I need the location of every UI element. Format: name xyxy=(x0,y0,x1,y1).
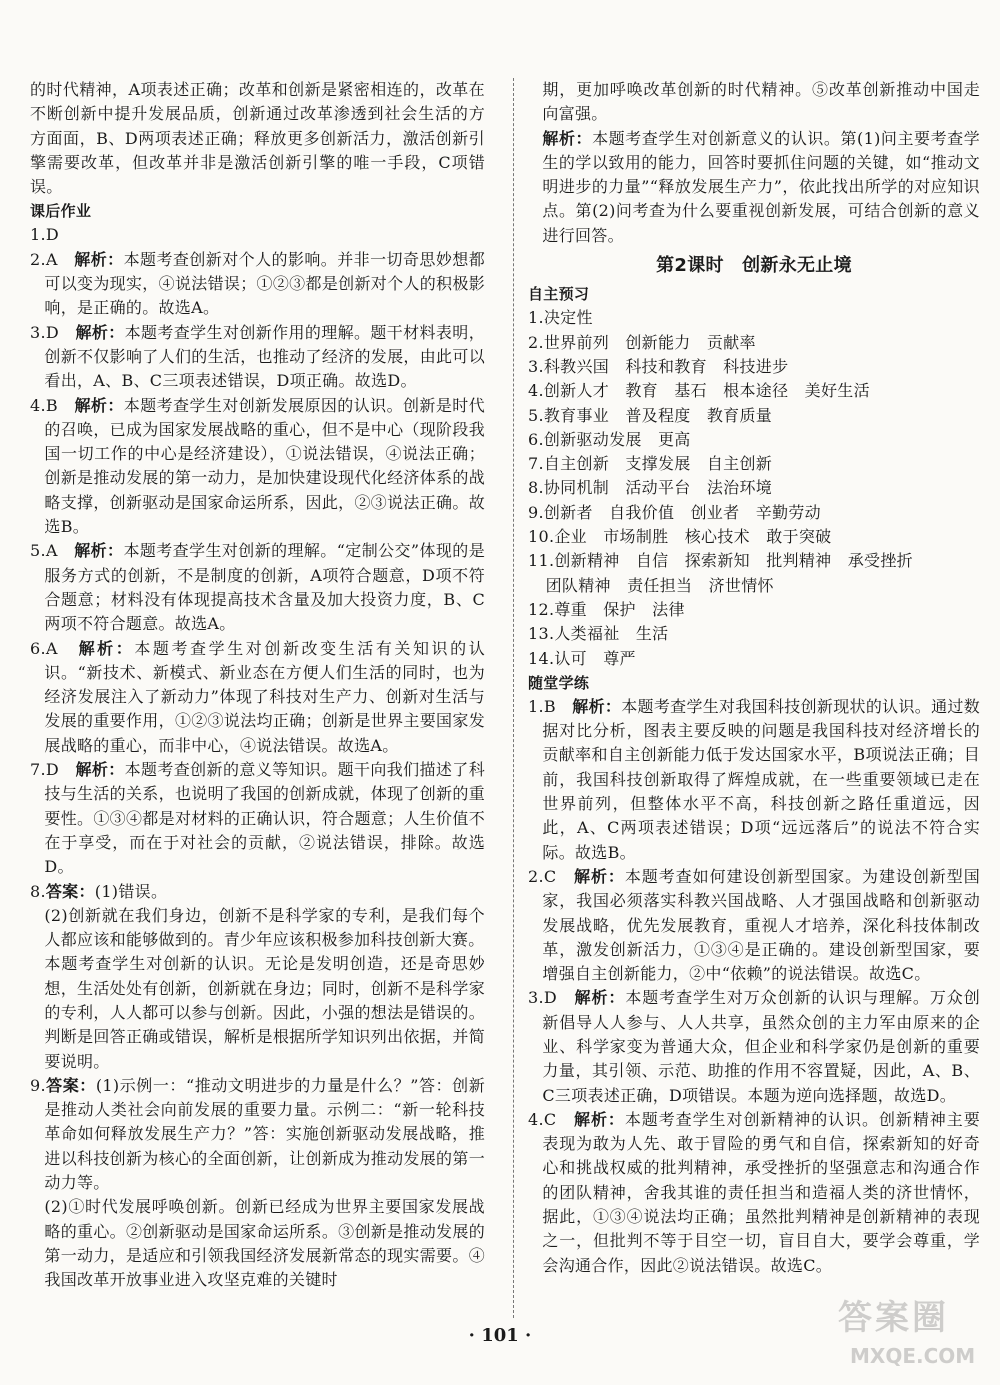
page-number: · 101 · xyxy=(468,1325,532,1346)
question-number: 4. xyxy=(528,1109,544,1129)
list-item xyxy=(30,539,485,636)
preview-item: 7.自主创新 支撑发展 自主创新 xyxy=(528,454,773,474)
analysis-text: 本题考查学生对创新作用的理解。题干材料表明，创新不仅影响了人们的生活，也推动了经济的发展，由此可以看出，A、B、C三项表述错误，D项正确。故选D。 xyxy=(44,322,485,391)
question-number: 7. xyxy=(30,760,46,780)
analysis-text: 本题考查学生对创新发展原因的认识。创新是时代的召唤，已成为国家发展战略的重心，但不是中心（现阶段我国一切工作的中心是经济建设），①说法错误，④说法正确；创新是推动发展的第一动力，是加快建设现代化经济体系的战略支撑，创新驱动是国家命运所系，因此，②③说法正确。故选B。 xyxy=(44,395,485,537)
analysis-label: 解析： xyxy=(574,1109,625,1129)
analysis-text: 本题考查创新的意义等知识。题干向我们描述了科技与生活的关系，也说明了我国的创新成就，体现了创新的重要性。①③④都是对材料的正确认识，符合题意；人生价值不在于享受，而在于对社会的贡献，②说法错误，排除。故选D。 xyxy=(44,760,485,877)
answer-choice: A xyxy=(45,638,79,658)
question-number: 3. xyxy=(30,322,46,342)
answer-choice: C xyxy=(543,866,575,886)
q8-part-2: (2)创新就在我们身边，创新不是科学家的专利，是我们每个人都应该和能够做到的。青少年应该积极参加科技创新大赛。 xyxy=(44,905,485,950)
list-item xyxy=(30,223,485,247)
preview-item: 2.世界前列 创新能力 贡献率 xyxy=(528,332,756,352)
intro-paragraph: 的时代精神，A项表述正确；改革和创新是紧密相连的，改革在不断创新中提升发展品质，创新通过改革渗透到社会生活的方方面面，B、D两项表述正确；释放更多创新活力，激活创新引擎需要改革，但改革并非是激活创新引擎的唯一手段，C项错误。 xyxy=(30,80,485,197)
analysis-label: 解析： xyxy=(75,760,125,780)
answer-part-1: (1)示例一：“推动文明进步的力量是什么？”答：创新是推动人类社会向前发展的重要力量。示例二：“新一轮科技革命如何释放发展生产力？”答：实施创新驱动发展战略，推进以科技创新为核心的全面创新，让创新成为推动发展的第一动力等。 xyxy=(44,1075,485,1193)
preview-item: 9.创新者 自我价值 创业者 辛勤劳动 xyxy=(528,502,821,522)
section-heading-preview: 自主预习 xyxy=(528,285,590,304)
analysis-text: 本题考查学生对创新改变生活有关知识的认识。“新技术、新模式、新业态在方便人们生活的同时，也为经济发展注入了新动力”体现了科技对生产力、创新对生活与发展的重要作用，①②③说法均正确；创新是世界主要国家发展战略的重心，而非中心，④说法错误。故选A。 xyxy=(44,638,486,755)
analysis-label: 解析： xyxy=(74,541,124,561)
answer-part-1: (1)错误。 xyxy=(94,881,168,901)
question-number: 8. xyxy=(30,881,46,901)
analysis-label: 解析： xyxy=(542,128,593,148)
question-number: 1. xyxy=(528,696,544,716)
analysis-text: 本题考查学生对创新精神的认识。创新精神主要表现为敢为人先、敢于冒险的勇气和自信，探索新知的好奇心和挑战权威的批判精神，承受挫折的坚强意志和沟通合作的团队精神，舍我其谁的责任担当和造福人类的济世情怀，据此，①③④说法均正确；虽然批判精神是创新精神的表现之一，但批判不等于目空一切，盲目自大，要学会尊重，学会沟通合作，因此②说法错误。故选C。 xyxy=(542,1109,980,1275)
preview-item: 3.科教兴国 科技和教育 科技进步 xyxy=(528,356,789,376)
analysis-text: 本题考查如何建设创新型国家。为建设创新型国家，我国必须落实科教兴国战略、人才强国战略和创新驱动发展战略，优先发展教育，重视人才培养，深化科技体制改革，激发创新活力，①③④是正确的。建设创新型国家，要增强自主创新能力，②中“依赖”的说法错误。故选C。 xyxy=(542,866,980,984)
preview-item: 14.认可 尊严 xyxy=(528,648,636,668)
preview-item: 12.尊重 保护 法律 xyxy=(528,599,685,619)
question-number: 5. xyxy=(30,541,46,561)
analysis-text: 本题考查学生对创新的理解。“定制公交”体现的是服务方式的创新，不是制度的创新，A项符合题意，D项不符合题意；材料没有体现提高技术含量及加大投资力度，B、C两项不符合题意。故选A。 xyxy=(44,541,486,634)
list-item xyxy=(30,637,485,758)
preview-item: 5.教育事业 普及程度 教育质量 xyxy=(528,405,773,425)
list-item xyxy=(528,865,980,986)
analysis-label: 解析： xyxy=(75,322,125,342)
continued-paragraph: 期，更加呼唤改革创新的时代精神。⑤改革创新推动中国走向富强。 xyxy=(542,80,980,124)
analysis-text: 本题考查学生对我国科技创新现状的认识。通过数据对比分析，图表主要反映的问题是我国科技对经济增长的贡献率和自主创新能力低于发达国家水平，B项说法正确；目前，我国科技创新取得了辉煌成就，在一些重要领域已走在世界前列，但整体水平不高，科技创新之路任重道远，因此，A、C两项表述错误；D项“远远落后”的说法不符合实际。故选B。 xyxy=(542,696,981,862)
question-number: 1. xyxy=(30,225,46,245)
question-number: 2. xyxy=(30,249,46,269)
question-number: 3. xyxy=(528,988,544,1008)
answer-choice: D xyxy=(543,988,575,1008)
lesson-title: 第2课时 创新永无止境 xyxy=(656,255,852,277)
q9-analysis xyxy=(528,127,980,248)
homework-list xyxy=(30,223,485,879)
analysis-label: 解析： xyxy=(574,866,625,886)
question-8 xyxy=(30,880,485,904)
preview-item: 10.企业 市场制胜 核心技术 敢于突破 xyxy=(528,527,832,547)
preview-item: 11.创新精神 自信 探索新知 批判精神 承受挫折 xyxy=(528,551,913,571)
analysis-label: 解析： xyxy=(78,638,135,658)
analysis-text: 本题考查学生对万众创新的认识与理解。万众创新倡导人人参与、人人共享，虽然众创的主力军由原来的企业、科学家变为普通大众，但企业和科学家仍是创新的重要力量，其引领、示范、助推的作用不容置疑，因此，A、B、C三项表述正确，D项错误。本题为逆向选择题，故选D。 xyxy=(542,988,980,1105)
answer-choice: D xyxy=(45,322,76,342)
practice-list xyxy=(528,695,980,1278)
question-number: 9. xyxy=(30,1075,46,1095)
answer-choice: A xyxy=(45,541,75,561)
right-column xyxy=(528,78,980,1278)
list-item xyxy=(30,758,485,879)
answer-choice: A xyxy=(45,249,75,269)
question-9 xyxy=(30,1074,485,1195)
analysis-text: 本题考查创新对个人的影响。并非一切奇思妙想都可以变为现实，④说法错误；①②③都是创新对个人的积极影响，是正确的。故选A。 xyxy=(44,249,485,318)
analysis-label: 解析： xyxy=(74,395,124,415)
section-heading-practice: 随堂学练 xyxy=(528,673,590,692)
analysis-label: 解析： xyxy=(574,988,626,1008)
list-item xyxy=(528,986,980,1107)
list-item xyxy=(528,695,980,865)
question-number: 2. xyxy=(528,866,544,886)
list-item xyxy=(30,321,485,394)
left-column xyxy=(30,78,485,1293)
list-item xyxy=(30,394,485,540)
analysis-text: 本题考查学生对创新意义的认识。第(1)问主要考查学生的学以致用的能力，回答时要抓住问题的关键，如“推动文明进步的力量”“释放发展生产力”，依此找出所学的对应知识点。第(2)问考查为什么要重视创新发展，可结合创新的意义进行回答。 xyxy=(542,128,980,245)
question-number: 6. xyxy=(30,638,46,658)
list-item xyxy=(30,248,485,321)
watermark-logo xyxy=(838,1290,988,1380)
q8-analysis: 本题考查学生对创新的认识。无论是发明创造，还是奇思妙想，生活处处有创新，创新就在身边；同时，创新不是科学家的专利，人人都可以参与创新。因此，小强的想法是错误的。判断是回答正确或错误，解析是根据所学知识列出依据，并简要说明。 xyxy=(44,954,485,1071)
answer-choice: C xyxy=(543,1109,575,1129)
list-item xyxy=(528,1108,980,1278)
preview-item: 4.创新人才 教育 基石 根本途径 美好生活 xyxy=(528,381,870,401)
preview-item: 13.人类福祉 生活 xyxy=(528,624,669,644)
analysis-label: 解析： xyxy=(572,696,622,716)
answer-choice: D xyxy=(45,760,76,780)
preview-item: 6.创新驱动发展 更高 xyxy=(528,429,691,449)
answer-choice: D xyxy=(45,225,60,245)
question-number: 4. xyxy=(30,395,46,415)
watermark-url: MXQE.COM xyxy=(850,1344,976,1368)
answer-choice: B xyxy=(543,696,573,716)
preview-item: 团队精神 责任担当 济世情怀 xyxy=(545,575,774,595)
watermark-text: 答案圈 xyxy=(838,1298,949,1338)
preview-list xyxy=(528,306,980,670)
section-heading-homework: 课后作业 xyxy=(30,202,92,221)
preview-item: 1.决定性 xyxy=(528,308,593,328)
answer-choice: B xyxy=(45,395,75,415)
answer-label: 答案： xyxy=(45,1075,96,1095)
q9-part-2: (2)①时代发展呼唤创新。创新已经成为世界主要国家发展战略的重心。②创新驱动是国家命运所系。③创新是推动发展的第一动力，是适应和引领我国经济发展新常态的现实需要。④我国改革开放事业进入攻坚克难的关键时 xyxy=(44,1197,485,1290)
analysis-label: 解析： xyxy=(74,249,124,269)
column-divider xyxy=(513,78,514,1318)
preview-item: 8.协同机制 活动平台 法治环境 xyxy=(528,478,773,498)
answer-label: 答案： xyxy=(45,881,95,901)
